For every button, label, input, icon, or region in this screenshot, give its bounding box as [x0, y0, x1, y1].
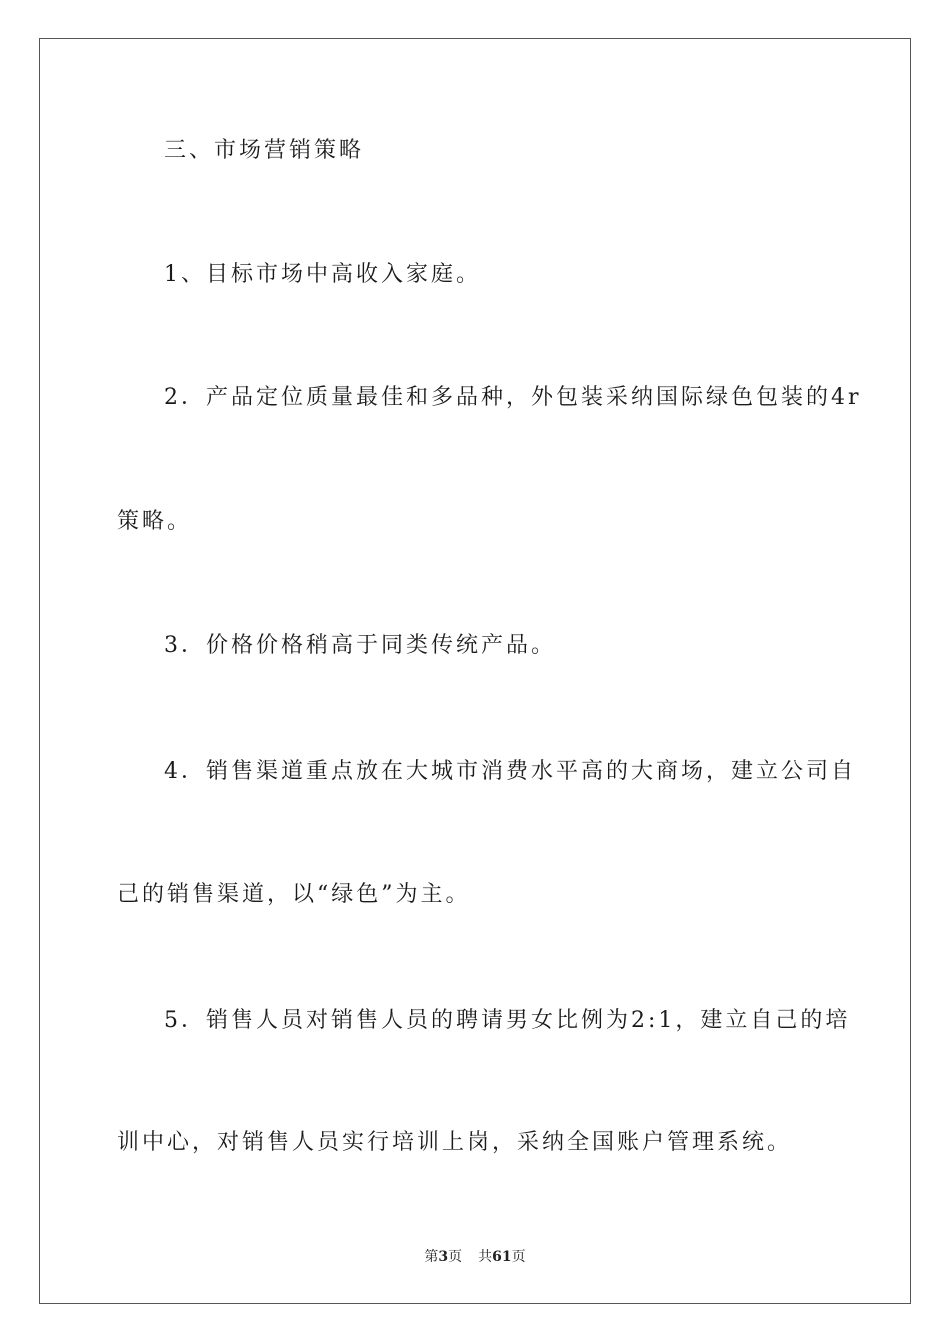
footer-page-suffix: 页: [448, 1249, 463, 1265]
paragraph-line: 5．销售人员对销售人员的聘请男女比例为2:1，建立自己的培: [164, 1008, 851, 1033]
footer-page-prefix: 第: [424, 1249, 439, 1265]
footer-total-prefix: 共: [478, 1249, 493, 1265]
page-footer: [0, 1247, 950, 1267]
paragraph-line: 1、目标市场中高收入家庭。: [164, 262, 481, 287]
footer-total-suffix: 页: [511, 1249, 526, 1265]
paragraph-line: 3．价格价格稍高于同类传统产品。: [164, 633, 556, 658]
footer-page-number: 3: [438, 1249, 449, 1265]
page-border: [39, 38, 911, 1304]
paragraph-line: 己的销售渠道，以“绿色”为主。: [117, 882, 471, 907]
paragraph-line: 训中心，对销售人员实行培训上岗，采纳全国账户管理系统。: [117, 1130, 793, 1155]
paragraph-line: 策略。: [117, 509, 193, 534]
paragraph-line: 4．销售渠道重点放在大城市消费水平高的大商场，建立公司自: [164, 759, 856, 784]
section-heading: 三、市场营销策略: [164, 138, 365, 163]
paragraph-line: 2．产品定位质量最佳和多品种，外包装采纳国际绿色包装的4r: [164, 385, 862, 410]
footer-total-pages: 61: [492, 1249, 512, 1265]
